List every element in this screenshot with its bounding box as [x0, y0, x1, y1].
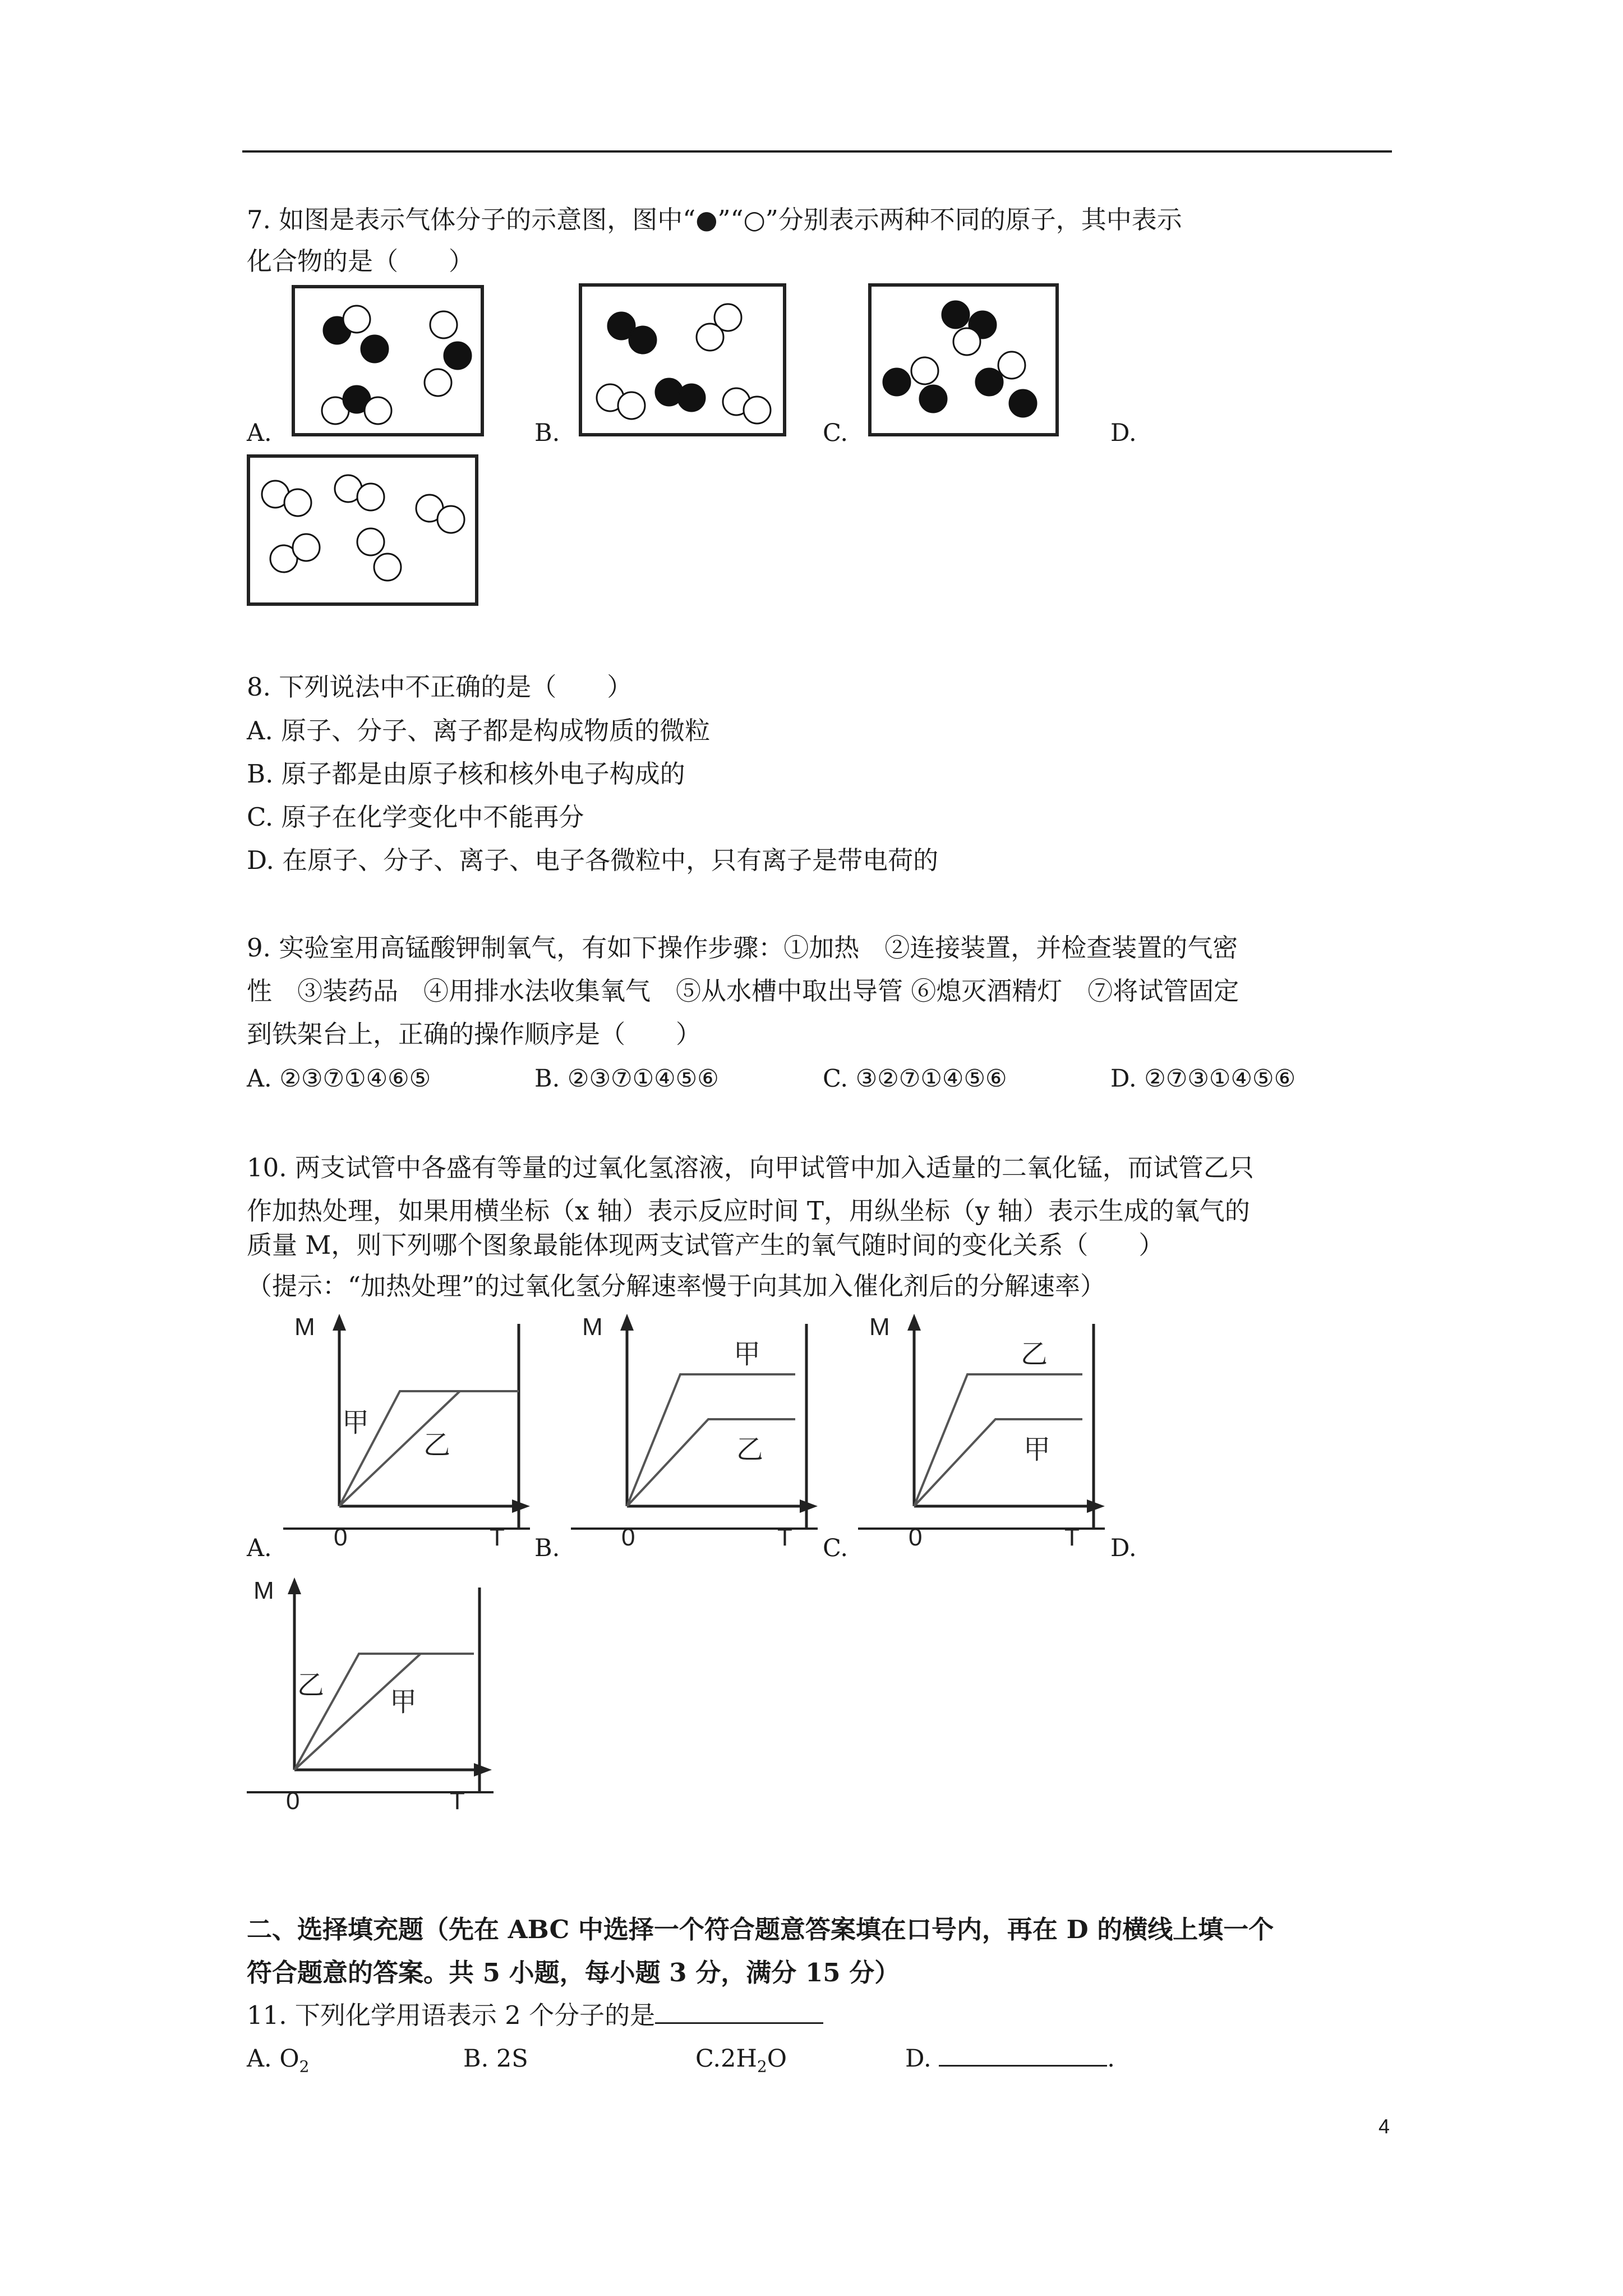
q9-option-d[interactable]: D. ②⑦③①④⑤⑥	[1110, 1065, 1296, 1093]
q7-stem-line2: 化合物的是（ ）	[247, 246, 474, 276]
graph-c-origin: 0	[909, 1524, 923, 1551]
graph-d-axis-m: M	[253, 1577, 274, 1604]
header-rule	[242, 150, 1392, 153]
q11-option-c-sub: 2	[757, 2057, 767, 2076]
graph-a-upper-label: 甲	[342, 1407, 370, 1438]
q10-stem-line2: 作加热处理，如果用横坐标（x 轴）表示反应时间 T，用纵坐标（y 轴）表示生成的氧气的	[247, 1196, 1250, 1226]
graph-c-lower-label: 甲	[1023, 1434, 1051, 1465]
graph-a-axis-m: M	[294, 1313, 315, 1341]
q8-stem: 8. 下列说法中不正确的是（ ）	[247, 672, 633, 702]
q10-graph-d	[247, 1571, 494, 1818]
q10-option-d[interactable]: D.	[1110, 1534, 1137, 1562]
q10-graph-c	[858, 1307, 1105, 1554]
q11-option-d[interactable]	[905, 2043, 1115, 2074]
graph-b-lower-label: 乙	[736, 1434, 764, 1465]
q10-option-c[interactable]: C.	[823, 1534, 849, 1562]
graph-c-upper-label: 乙	[1021, 1338, 1048, 1370]
q11-option-c[interactable]	[695, 2043, 787, 2083]
graph-b-axis-t: T	[777, 1524, 792, 1551]
q9-option-b[interactable]: B. ②③⑦①④⑤⑥	[534, 1065, 719, 1093]
section2-heading-line2: 符合题意的答案。共 5 小题，每小题 3 分，满分 15 分）	[247, 1958, 900, 1987]
q8-option-c[interactable]: C. 原子在化学变化中不能再分	[247, 802, 584, 832]
q8-option-b[interactable]: B. 原子都是由原子核和核外电子构成的	[247, 759, 685, 789]
q10-stem-line3: 质量 M，则下列哪个图象最能体现两支试管产生的氧气随时间的变化关系（ ）	[247, 1230, 1164, 1260]
section2-heading-line1: 二、选择填充题（先在 ABC 中选择一个符合题意答案填在口号内，再在 D 的横线上填一个	[247, 1915, 1274, 1944]
q10-graph-b	[571, 1307, 818, 1554]
q10-option-a[interactable]: A.	[247, 1534, 272, 1562]
graph-c-axis-t: T	[1064, 1524, 1080, 1551]
q7-figure-b	[579, 283, 786, 436]
q7-figure-d	[247, 454, 478, 606]
graph-a-axis-t: T	[490, 1524, 505, 1551]
q11-option-d-label: D.	[905, 2045, 932, 2073]
q11-option-d-blank[interactable]	[939, 2065, 1107, 2067]
q11-option-c-label: C.2H	[695, 2045, 757, 2073]
graph-a-lower-label: 乙	[423, 1429, 451, 1461]
q8-option-a[interactable]: A. 原子、分子、离子都是构成物质的微粒	[247, 716, 711, 746]
graph-c-axis-m: M	[869, 1313, 890, 1341]
q11-option-a-label: A. O	[247, 2045, 299, 2073]
q7-stem-line1: 7. 如图是表示气体分子的示意图，图中“●”“○”分别表示两种不同的原子，其中表示	[247, 205, 1182, 234]
graph-d-upper-label: 乙	[297, 1669, 325, 1701]
q10-graph-a	[283, 1307, 530, 1554]
graph-d-origin: 0	[286, 1787, 300, 1815]
graph-b-upper-label: 甲	[734, 1338, 761, 1370]
q7-option-b[interactable]: B.	[534, 419, 560, 447]
q11-stem-text: 11. 下列化学用语表示 2 个分子的是	[247, 2000, 656, 2030]
q7-figure-a	[292, 285, 484, 436]
q11-answer-blank[interactable]	[655, 2022, 823, 2024]
q9-stem-line2: 性 ③装药品 ④用排水法收集氧气 ⑤从水槽中取出导管 ⑥熄灭酒精灯 ⑦将试管固定	[247, 976, 1239, 1006]
q10-option-b[interactable]: B.	[534, 1534, 560, 1562]
q7-option-c[interactable]: C.	[823, 419, 849, 447]
graph-d-lower-label: 甲	[390, 1686, 417, 1718]
graph-b-origin: 0	[621, 1524, 635, 1551]
page-number: 4	[1378, 2115, 1390, 2138]
q11-stem	[247, 1999, 823, 2032]
graph-d-axis-t: T	[450, 1787, 465, 1815]
q10-stem-line1: 10. 两支试管中各盛有等量的过氧化氢溶液，向甲试管中加入适量的二氧化锰，而试管乙只	[247, 1153, 1254, 1182]
q9-stem-line1: 9. 实验室用高锰酸钾制氧气，有如下操作步骤：①加热 ②连接装置，并检查装置的气密	[247, 933, 1238, 963]
graph-a-origin: 0	[334, 1524, 348, 1551]
q9-option-c[interactable]: C. ③②⑦①④⑤⑥	[823, 1065, 1007, 1093]
q11-option-c-tail: O	[767, 2045, 787, 2073]
q11-option-b[interactable]: B. 2S	[463, 2045, 528, 2073]
graph-b-axis-m: M	[582, 1313, 603, 1341]
q7-option-d[interactable]: D.	[1110, 419, 1137, 447]
q7-option-a[interactable]: A.	[247, 419, 272, 447]
q8-option-d[interactable]: D. 在原子、分子、离子、电子各微粒中，只有离子是带电荷的	[247, 845, 939, 875]
q9-option-a[interactable]: A. ②③⑦①④⑥⑤	[247, 1065, 431, 1093]
q11-option-d-period: .	[1107, 2045, 1115, 2073]
q10-hint: （提示：“加热处理”的过氧化氢分解速率慢于向其加入催化剂后的分解速率）	[247, 1271, 1106, 1301]
q9-stem-line3: 到铁架台上，正确的操作顺序是（ ）	[247, 1019, 702, 1049]
q11-option-a[interactable]	[247, 2043, 309, 2083]
q7-figure-c	[868, 283, 1059, 436]
q11-option-a-sub: 2	[299, 2057, 310, 2076]
